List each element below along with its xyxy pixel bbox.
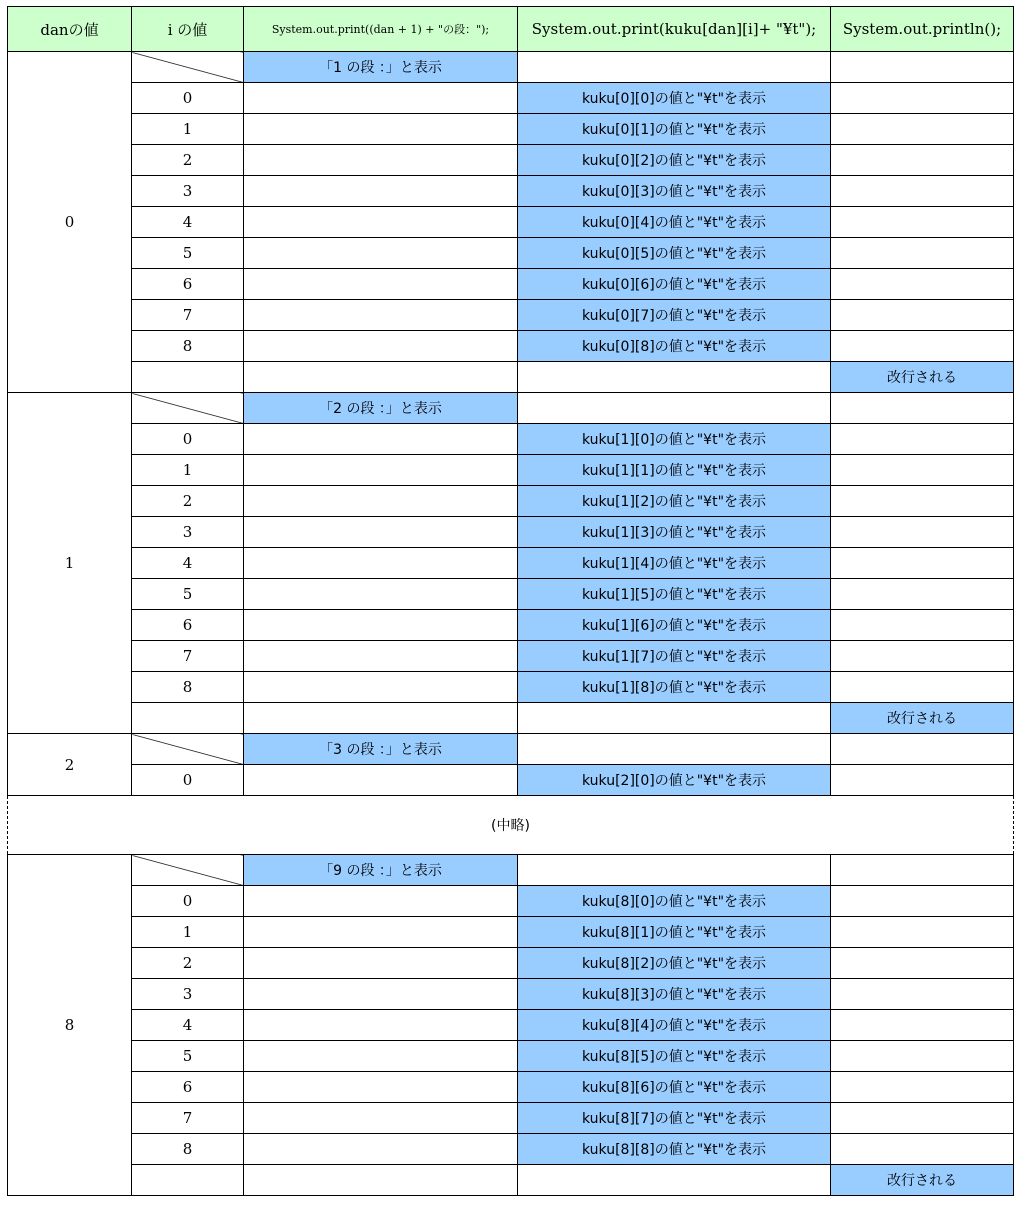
empty-cell xyxy=(831,734,1014,765)
empty-cell xyxy=(831,145,1014,176)
empty-cell xyxy=(244,1103,518,1134)
empty-cell xyxy=(831,1103,1014,1134)
empty-cell xyxy=(831,672,1014,703)
i-value: 6 xyxy=(132,610,244,641)
empty-cell xyxy=(831,948,1014,979)
kuku-print-text: kuku[1][6]の値と"¥t"を表示 xyxy=(518,610,831,641)
i-empty xyxy=(132,362,244,393)
dan-value: 8 xyxy=(8,855,132,1196)
empty-cell xyxy=(244,362,518,393)
kuku-print-text: kuku[0][0]の値と"¥t"を表示 xyxy=(518,83,831,114)
kuku-print-text: kuku[1][7]の値と"¥t"を表示 xyxy=(518,641,831,672)
table-row xyxy=(8,176,1014,207)
empty-cell xyxy=(831,393,1014,424)
kuku-print-text: kuku[1][8]の値と"¥t"を表示 xyxy=(518,672,831,703)
i-empty xyxy=(132,703,244,734)
newline-row xyxy=(8,703,1014,734)
kuku-print-text: kuku[1][3]の値と"¥t"を表示 xyxy=(518,517,831,548)
i-value: 7 xyxy=(132,300,244,331)
i-value: 3 xyxy=(132,517,244,548)
empty-cell xyxy=(831,207,1014,238)
i-value: 8 xyxy=(132,1134,244,1165)
table-row xyxy=(8,207,1014,238)
empty-cell xyxy=(831,979,1014,1010)
kuku-print-text: kuku[8][5]の値と"¥t"を表示 xyxy=(518,1041,831,1072)
kuku-print-text: kuku[1][2]の値と"¥t"を表示 xyxy=(518,486,831,517)
empty-cell xyxy=(831,886,1014,917)
empty-cell xyxy=(831,765,1014,796)
table-row xyxy=(8,455,1014,486)
table-row xyxy=(8,1134,1014,1165)
header-row xyxy=(8,7,1014,52)
block-label-row xyxy=(8,393,1014,424)
i-value: 4 xyxy=(132,1010,244,1041)
omitted-text: (中略) xyxy=(8,796,1014,855)
kuku-print-text: kuku[8][8]の値と"¥t"を表示 xyxy=(518,1134,831,1165)
table-row xyxy=(8,610,1014,641)
newline-row xyxy=(8,362,1014,393)
empty-cell xyxy=(244,979,518,1010)
empty-cell xyxy=(518,362,831,393)
block-label-row xyxy=(8,52,1014,83)
kuku-print-text: kuku[0][8]の値と"¥t"を表示 xyxy=(518,331,831,362)
i-value: 0 xyxy=(132,83,244,114)
empty-cell xyxy=(831,610,1014,641)
empty-cell xyxy=(244,1165,518,1196)
kuku-print-text: kuku[0][3]の値と"¥t"を表示 xyxy=(518,176,831,207)
empty-cell xyxy=(244,1134,518,1165)
empty-cell xyxy=(244,765,518,796)
table-row xyxy=(8,641,1014,672)
empty-cell xyxy=(244,300,518,331)
empty-cell xyxy=(244,269,518,300)
i-value: 6 xyxy=(132,269,244,300)
i-value: 8 xyxy=(132,331,244,362)
empty-cell xyxy=(244,424,518,455)
trace-table-body xyxy=(8,52,1014,1196)
block-label-row xyxy=(8,855,1014,886)
i-value: 3 xyxy=(132,176,244,207)
table-row xyxy=(8,300,1014,331)
table-row xyxy=(8,1072,1014,1103)
table-row xyxy=(8,548,1014,579)
table-row xyxy=(8,1041,1014,1072)
kuku-print-text: kuku[0][5]の値と"¥t"を表示 xyxy=(518,238,831,269)
newline-text: 改行される xyxy=(831,362,1014,393)
i-value: 0 xyxy=(132,424,244,455)
dan-label-text: 「3 の段 ：」と表示 xyxy=(244,734,518,765)
kuku-print-text: kuku[0][7]の値と"¥t"を表示 xyxy=(518,300,831,331)
header-i: i の値 xyxy=(132,7,244,52)
i-empty-diagonal xyxy=(132,52,244,83)
empty-cell xyxy=(244,672,518,703)
empty-cell xyxy=(518,703,831,734)
empty-cell xyxy=(244,455,518,486)
kuku-print-text: kuku[8][3]の値と"¥t"を表示 xyxy=(518,979,831,1010)
empty-cell xyxy=(831,300,1014,331)
empty-cell xyxy=(831,917,1014,948)
empty-cell xyxy=(831,238,1014,269)
trace-table xyxy=(7,6,1014,1196)
table-row xyxy=(8,238,1014,269)
i-value: 2 xyxy=(132,145,244,176)
omitted-row xyxy=(8,796,1014,855)
empty-cell xyxy=(244,610,518,641)
kuku-print-text: kuku[1][5]の値と"¥t"を表示 xyxy=(518,579,831,610)
empty-cell xyxy=(831,455,1014,486)
i-empty-diagonal xyxy=(132,855,244,886)
i-value: 0 xyxy=(132,765,244,796)
table-row xyxy=(8,917,1014,948)
table-row xyxy=(8,579,1014,610)
empty-cell xyxy=(831,114,1014,145)
empty-cell xyxy=(831,269,1014,300)
empty-cell xyxy=(244,886,518,917)
empty-cell xyxy=(518,52,831,83)
empty-cell xyxy=(831,52,1014,83)
empty-cell xyxy=(244,517,518,548)
empty-cell xyxy=(518,1165,831,1196)
dan-value: 1 xyxy=(8,393,132,734)
empty-cell xyxy=(831,517,1014,548)
table-row xyxy=(8,83,1014,114)
empty-cell xyxy=(831,331,1014,362)
table-row xyxy=(8,331,1014,362)
empty-cell xyxy=(831,548,1014,579)
kuku-print-text: kuku[1][1]の値と"¥t"を表示 xyxy=(518,455,831,486)
i-value: 2 xyxy=(132,948,244,979)
table-row xyxy=(8,886,1014,917)
empty-cell xyxy=(244,238,518,269)
kuku-print-text: kuku[8][4]の値と"¥t"を表示 xyxy=(518,1010,831,1041)
kuku-print-text: kuku[8][1]の値と"¥t"を表示 xyxy=(518,917,831,948)
i-value: 3 xyxy=(132,979,244,1010)
empty-cell xyxy=(831,176,1014,207)
empty-cell xyxy=(244,1072,518,1103)
empty-cell xyxy=(518,855,831,886)
empty-cell xyxy=(244,703,518,734)
kuku-print-text: kuku[0][4]の値と"¥t"を表示 xyxy=(518,207,831,238)
table-row xyxy=(8,517,1014,548)
empty-cell xyxy=(244,579,518,610)
dan-value: 0 xyxy=(8,52,132,393)
empty-cell xyxy=(831,1010,1014,1041)
empty-cell xyxy=(831,486,1014,517)
dan-value: 2 xyxy=(8,734,132,796)
kuku-print-text: kuku[0][6]の値と"¥t"を表示 xyxy=(518,269,831,300)
table-row xyxy=(8,145,1014,176)
i-value: 8 xyxy=(132,672,244,703)
empty-cell xyxy=(831,424,1014,455)
table-row xyxy=(8,1010,1014,1041)
empty-cell xyxy=(244,1010,518,1041)
empty-cell xyxy=(244,548,518,579)
header-println: System.out.println(); xyxy=(831,7,1014,52)
i-value: 6 xyxy=(132,1072,244,1103)
table-row xyxy=(8,948,1014,979)
table-row xyxy=(8,672,1014,703)
table-row xyxy=(8,269,1014,300)
empty-cell xyxy=(244,207,518,238)
empty-cell xyxy=(244,145,518,176)
table-row xyxy=(8,424,1014,455)
empty-cell xyxy=(518,393,831,424)
empty-cell xyxy=(244,948,518,979)
newline-text: 改行される xyxy=(831,1165,1014,1196)
kuku-print-text: kuku[2][0]の値と"¥t"を表示 xyxy=(518,765,831,796)
empty-cell xyxy=(831,1072,1014,1103)
kuku-print-text: kuku[1][4]の値と"¥t"を表示 xyxy=(518,548,831,579)
empty-cell xyxy=(831,855,1014,886)
header-dan: danの値 xyxy=(8,7,132,52)
dan-label-text: 「2 の段 ：」と表示 xyxy=(244,393,518,424)
table-row xyxy=(8,765,1014,796)
header-print-dan: System.out.print((dan + 1) + "の段："); xyxy=(244,7,518,52)
kuku-print-text: kuku[8][2]の値と"¥t"を表示 xyxy=(518,948,831,979)
table-row xyxy=(8,486,1014,517)
i-value: 5 xyxy=(132,579,244,610)
empty-cell xyxy=(244,917,518,948)
empty-cell xyxy=(831,83,1014,114)
i-value: 7 xyxy=(132,1103,244,1134)
kuku-print-text: kuku[0][2]の値と"¥t"を表示 xyxy=(518,145,831,176)
empty-cell xyxy=(831,641,1014,672)
kuku-print-text: kuku[8][7]の値と"¥t"を表示 xyxy=(518,1103,831,1134)
table-row xyxy=(8,1103,1014,1134)
i-value: 1 xyxy=(132,917,244,948)
empty-cell xyxy=(831,1134,1014,1165)
kuku-print-text: kuku[8][6]の値と"¥t"を表示 xyxy=(518,1072,831,1103)
empty-cell xyxy=(244,176,518,207)
empty-cell xyxy=(518,734,831,765)
kuku-print-text: kuku[0][1]の値と"¥t"を表示 xyxy=(518,114,831,145)
kuku-print-text: kuku[1][0]の値と"¥t"を表示 xyxy=(518,424,831,455)
empty-cell xyxy=(244,641,518,672)
i-empty-diagonal xyxy=(132,734,244,765)
i-value: 4 xyxy=(132,207,244,238)
i-value: 1 xyxy=(132,455,244,486)
i-value: 0 xyxy=(132,886,244,917)
i-value: 4 xyxy=(132,548,244,579)
empty-cell xyxy=(244,1041,518,1072)
empty-cell xyxy=(244,83,518,114)
empty-cell xyxy=(831,579,1014,610)
empty-cell xyxy=(244,114,518,145)
empty-cell xyxy=(244,486,518,517)
i-empty xyxy=(132,1165,244,1196)
i-value: 7 xyxy=(132,641,244,672)
i-value: 5 xyxy=(132,238,244,269)
empty-cell xyxy=(244,331,518,362)
header-print-kuku: System.out.print(kuku[dan][i]+ "¥t"); xyxy=(518,7,831,52)
newline-text: 改行される xyxy=(831,703,1014,734)
empty-cell xyxy=(831,1041,1014,1072)
i-value: 1 xyxy=(132,114,244,145)
dan-label-text: 「1 の段 ：」と表示 xyxy=(244,52,518,83)
i-value: 5 xyxy=(132,1041,244,1072)
block-label-row xyxy=(8,734,1014,765)
newline-row xyxy=(8,1165,1014,1196)
i-value: 2 xyxy=(132,486,244,517)
trace-table-container xyxy=(7,6,1013,1196)
table-row xyxy=(8,114,1014,145)
dan-label-text: 「9 の段 ：」と表示 xyxy=(244,855,518,886)
table-row xyxy=(8,979,1014,1010)
i-empty-diagonal xyxy=(132,393,244,424)
kuku-print-text: kuku[8][0]の値と"¥t"を表示 xyxy=(518,886,831,917)
